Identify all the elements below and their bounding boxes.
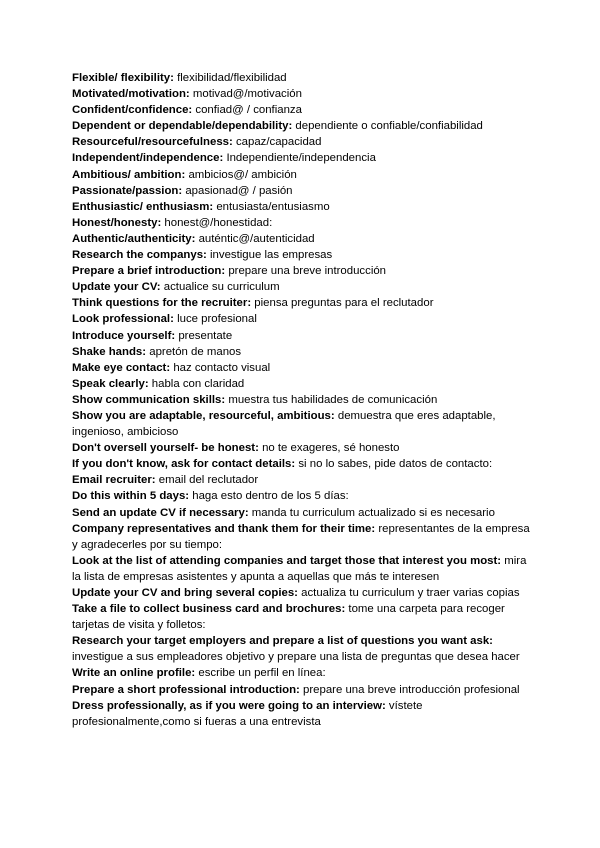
vocabulary-entry [72, 682, 534, 698]
entry-term: Speak clearly: [72, 377, 149, 390]
vocabulary-entry [72, 167, 534, 183]
vocabulary-entry [72, 70, 534, 86]
entry-definition: prepare una breve introducción profesional [303, 683, 520, 696]
vocabulary-entry [72, 698, 534, 730]
entry-definition: motivad@/motivación [192, 88, 302, 101]
entry-term: Show communication skills: [72, 393, 226, 406]
entry-term: Write an online profile: [72, 667, 196, 680]
entry-term: Look at the list of attending companies and target those that interest you most: [72, 554, 502, 567]
vocabulary-entry [72, 150, 534, 166]
entry-definition: confiad@ / confianza [195, 104, 302, 117]
entry-term: Honest/honesty: [72, 216, 162, 229]
vocabulary-list [72, 70, 534, 730]
entry-term: Show you are adaptable, resourceful, ambitious: [72, 409, 335, 422]
entry-definition: investigue a sus empleadores objetivo y prepare una lista de preguntas que desea hacer [72, 651, 520, 664]
entry-definition: apasionad@ / pasión [185, 184, 293, 197]
entry-definition: presentate [178, 329, 233, 342]
entry-definition: haga esto dentro de los 5 días: [192, 490, 349, 503]
vocabulary-entry [72, 360, 534, 376]
entry-term: If you don't know, ask for contact details: [72, 458, 296, 471]
vocabulary-entry [72, 408, 534, 440]
entry-definition: actualiza tu curriculum y traer varias copias [301, 587, 520, 599]
entry-term: Don't oversell yourself- be honest: [72, 442, 259, 455]
vocabulary-entry [72, 215, 534, 231]
vocabulary-entry [72, 279, 534, 295]
vocabulary-entry [72, 344, 534, 360]
entry-definition: escribe un perfil en línea: [198, 667, 326, 680]
entry-term: Research the companys: [72, 249, 207, 262]
entry-definition: honest@/honestidad: [164, 216, 273, 229]
entry-definition: haz contacto visual [173, 361, 271, 374]
entry-term: Think questions for the recruiter: [72, 297, 252, 310]
vocabulary-entry [72, 118, 534, 134]
entry-definition: no te exageres, sé honesto [262, 442, 400, 455]
entry-term: Research your target employers and prepare a list of questions you want ask: [72, 635, 493, 648]
entry-definition: mira la lista de empresas asistentes y apunta a aquellas que más te interesen [72, 554, 527, 583]
entry-definition: prepare una breve introducción [228, 265, 387, 278]
vocabulary-entry [72, 376, 534, 392]
entry-definition: habla con claridad [151, 377, 245, 390]
entry-definition: tome una carpeta para recoger tarjetas de visita y folletos: [72, 603, 505, 632]
entry-term: Passionate/passion: [72, 184, 183, 197]
entry-term: Dependent or dependable/dependability: [72, 120, 293, 133]
vocabulary-entry [72, 183, 534, 199]
vocabulary-entry [72, 247, 534, 263]
entry-definition: entusiasta/entusiasmo [216, 200, 330, 213]
entry-term: Resourceful/resourcefulness: [72, 136, 233, 149]
entry-term: Company representatives and thank them for their time: [72, 522, 376, 535]
vocabulary-entry [72, 601, 534, 633]
vocabulary-entry [72, 456, 534, 472]
vocabulary-entry [72, 102, 534, 118]
entry-term: Dress professionally, as if you were going to an interview: [72, 699, 386, 712]
entry-term: Shake hands: [72, 345, 147, 358]
entry-definition: flexibilidad/flexibilidad [177, 72, 287, 84]
vocabulary-entry [72, 585, 534, 601]
entry-definition: manda tu curriculum actualizado si es necesario [251, 506, 495, 519]
entry-term: Make eye contact: [72, 361, 171, 374]
entry-term: Update your CV: [72, 281, 161, 294]
entry-term: Ambitious/ ambition: [72, 168, 186, 181]
entry-definition: demuestra que eres adaptable, ingenioso, ambicioso [72, 409, 496, 439]
entry-term: Update your CV and bring several copies: [72, 587, 298, 599]
vocabulary-entry [72, 505, 534, 521]
entry-term: Motivated/motivation: [72, 88, 190, 101]
entry-term: Email recruiter: [72, 474, 156, 487]
vocabulary-entry [72, 440, 534, 456]
entry-definition: actualice su curriculum [163, 281, 280, 294]
vocabulary-entry [72, 392, 534, 408]
vocabulary-entry [72, 472, 534, 488]
entry-term: Enthusiastic/ enthusiasm: [72, 200, 214, 213]
vocabulary-entry [72, 328, 534, 344]
entry-definition: investigue las empresas [210, 249, 333, 262]
entry-definition: apretón de manos [149, 345, 242, 358]
vocabulary-entry [72, 134, 534, 150]
entry-term: Authentic/authenticity: [72, 232, 196, 245]
entry-definition: auténtic@/autenticidad [198, 232, 315, 245]
entry-term: Prepare a brief introduction: [72, 265, 226, 278]
vocabulary-entry [72, 295, 534, 311]
entry-definition: vístete profesionalmente,como si fueras a una entrevista [72, 699, 423, 728]
entry-definition: email del reclutador [158, 474, 259, 487]
entry-definition: dependiente o confiable/confiabilidad [295, 120, 483, 133]
vocabulary-entry [72, 199, 534, 215]
entry-definition: ambicios@/ ambición [188, 168, 297, 181]
entry-definition: capaz/capacidad [235, 136, 322, 149]
vocabulary-entry [72, 311, 534, 327]
vocabulary-entry [72, 231, 534, 247]
vocabulary-entry [72, 488, 534, 504]
vocabulary-entry [72, 665, 534, 681]
entry-term: Independent/independence: [72, 152, 224, 165]
entry-definition: Independiente/independencia [226, 152, 376, 165]
vocabulary-entry [72, 553, 534, 585]
entry-term: Send an update CV if necessary: [72, 506, 249, 519]
entry-term: Flexible/ flexibility: [72, 72, 174, 84]
entry-term: Look professional: [72, 313, 174, 326]
entry-term: Prepare a short professional introduction: [72, 683, 300, 696]
entry-term: Do this within 5 days: [72, 490, 190, 503]
entry-term: Introduce yourself: [72, 329, 176, 342]
entry-definition: piensa preguntas para el reclutador [254, 297, 434, 310]
entry-definition: muestra tus habilidades de comunicación [228, 393, 438, 406]
vocabulary-entry [72, 86, 534, 102]
vocabulary-entry [72, 633, 534, 665]
vocabulary-entry [72, 521, 534, 553]
entry-term: Take a file to collect business card and brochures: [72, 603, 346, 616]
entry-definition: representantes de la empresa y agradecerles por su tiempo: [72, 522, 530, 551]
entry-term: Confident/confidence: [72, 104, 193, 117]
entry-definition: luce profesional [177, 313, 257, 326]
entry-definition: si no lo sabes, pide datos de contacto: [298, 458, 493, 471]
vocabulary-entry [72, 263, 534, 279]
